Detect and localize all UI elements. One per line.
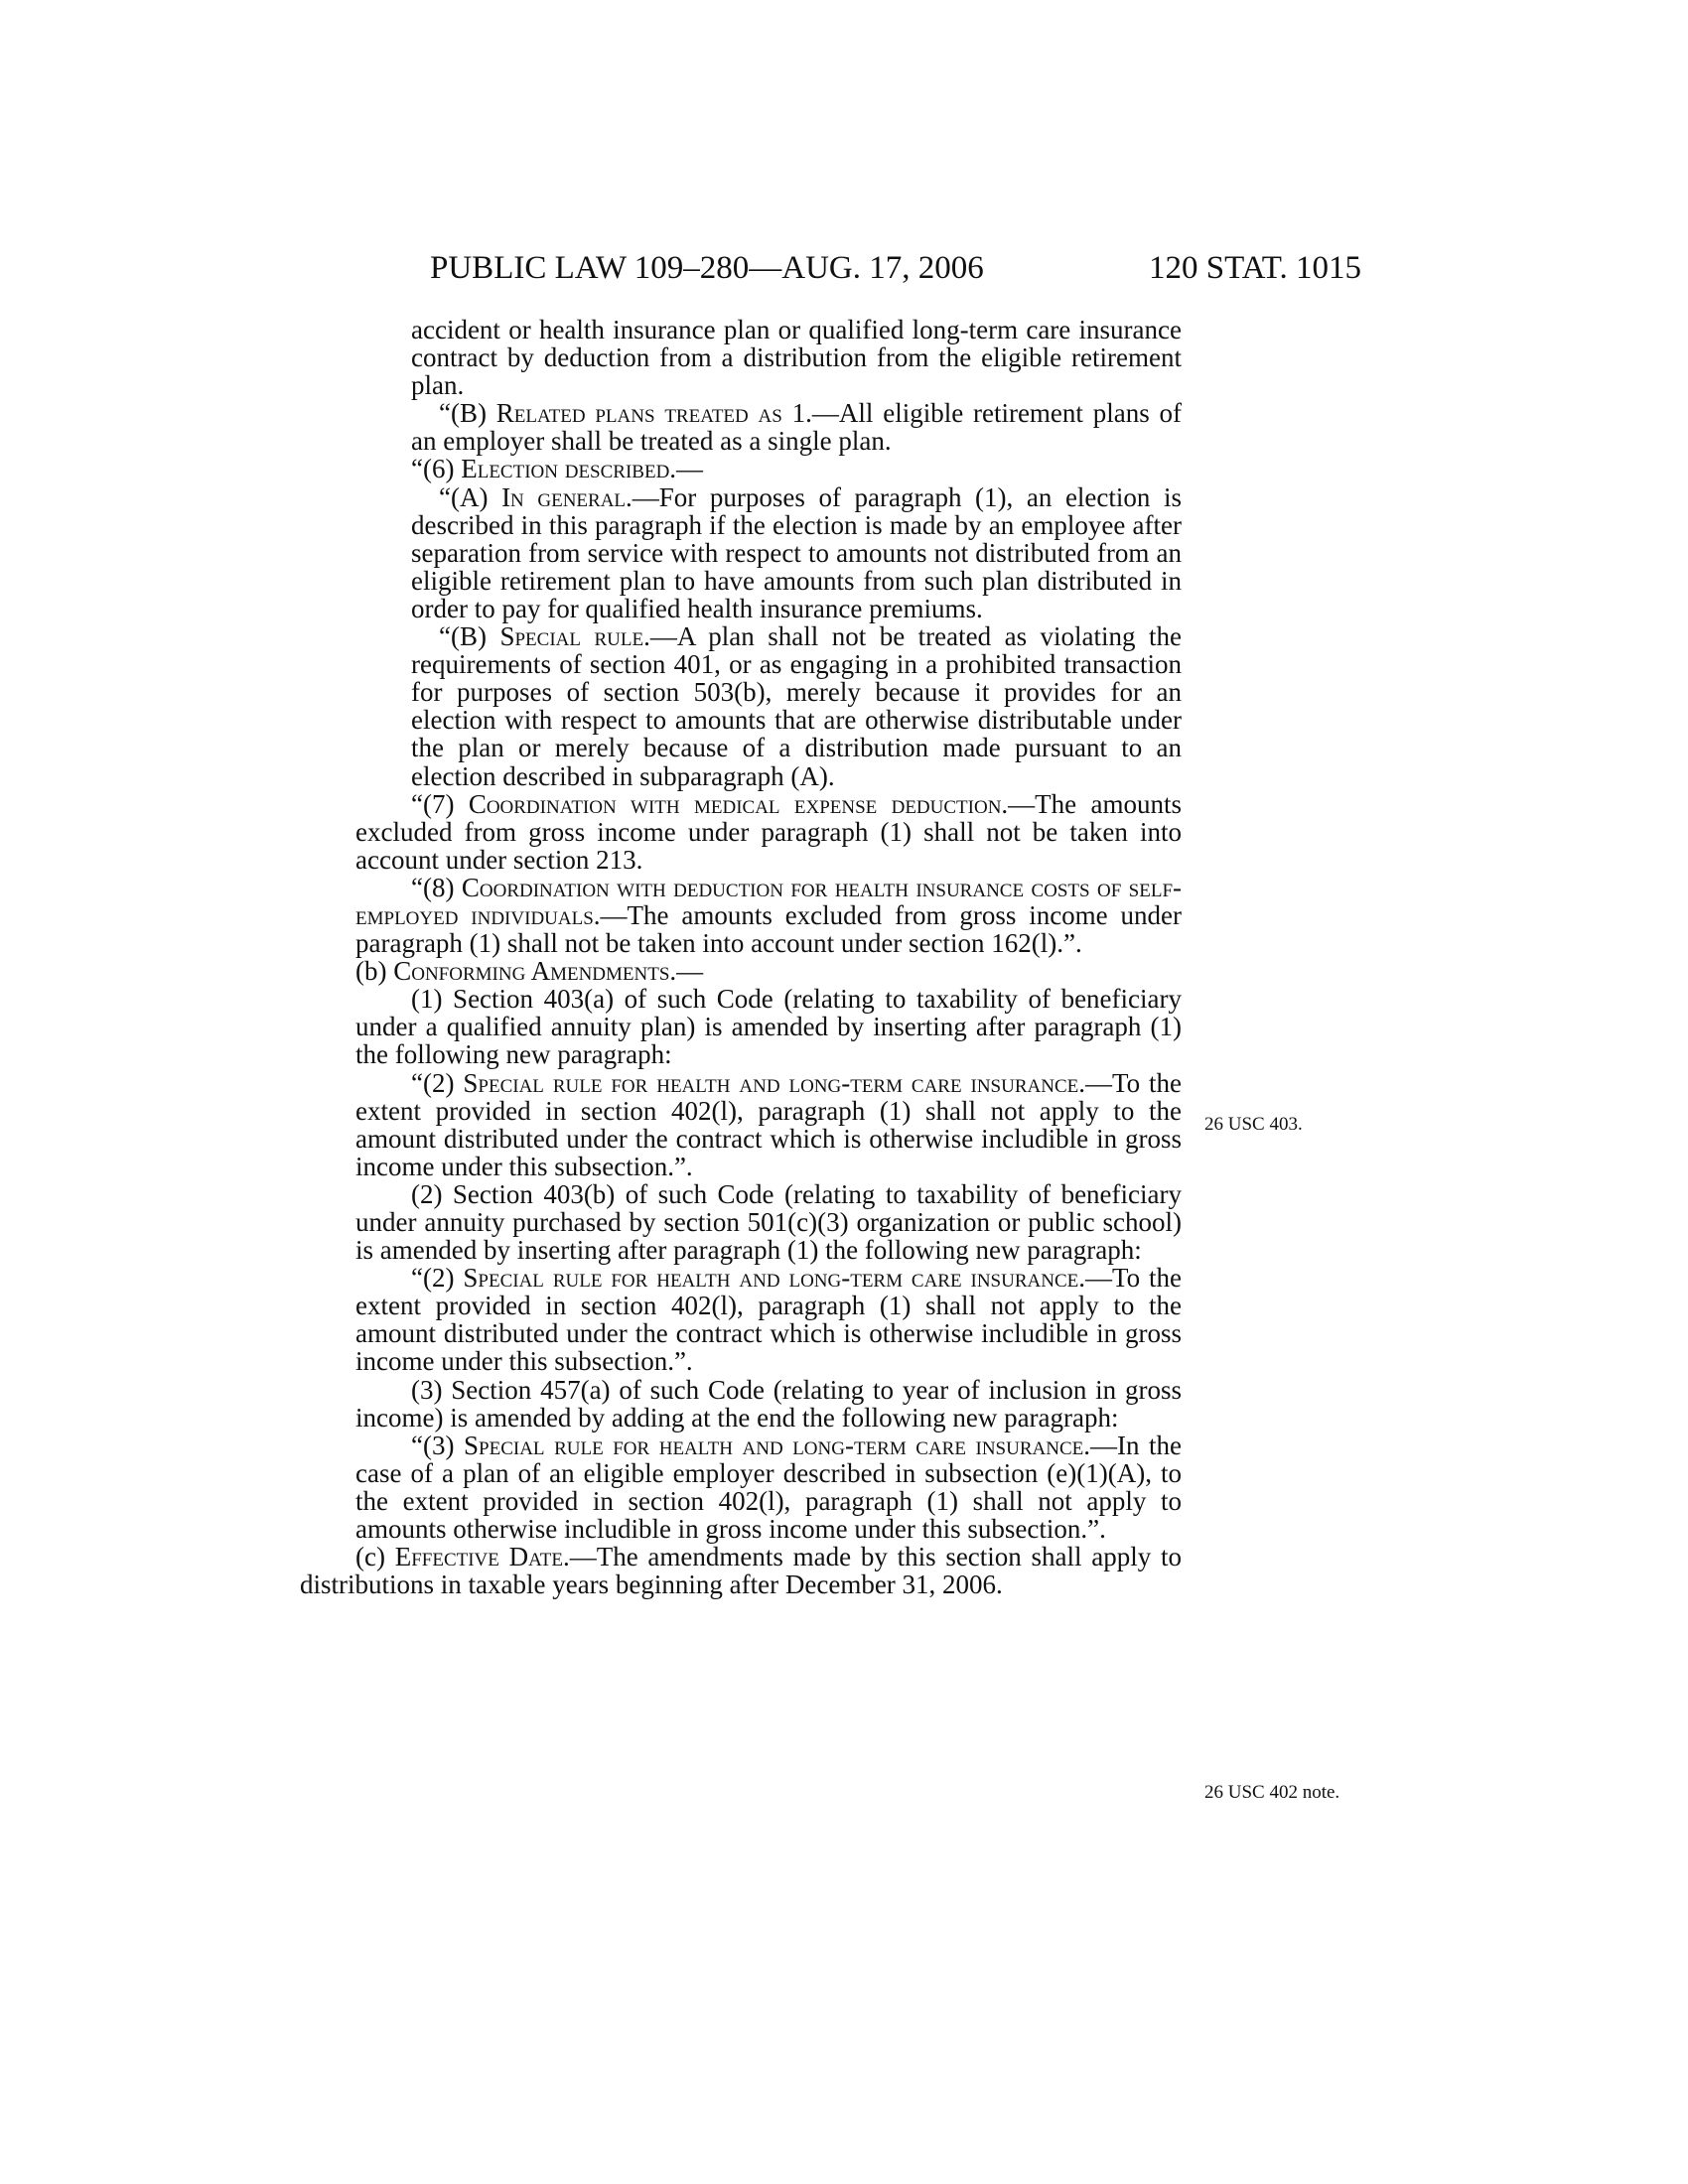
statute-body [300, 316, 1182, 1598]
subparagraph-special-rule: “(B) Special rule.—A plan shall not be treated as violating the requirements of section 401, or as engaging in a prohibited transaction for purposes of section 503(b), merely because it provides for an election with respect to amounts that are otherwise distributable under the plan or merely because of a distribution made pursuant to an election described in subparagraph (A). [411, 621, 1182, 791]
quoted-special-rule-403b: “(2) Special rule for health and long-term care insurance.—To the extent provided in section 402(l), paragraph (1) shall not apply to the amount distributed under the contract which is otherwise includible in gross income under this subsection.”. [355, 1263, 1182, 1377]
quoted-special-rule-403a: “(2) Special rule for health and long-term care insurance.—To the extent provided in section 402(l), paragraph (1) shall not apply to the amount distributed under the contract which is otherwise includible in gross income under this subsection.”. [355, 1067, 1182, 1181]
subsection-conforming-amendments: (b) Conforming Amendments.— [355, 956, 704, 987]
running-header-right: 120 STAT. 1015 [1149, 250, 1362, 286]
quoted-special-rule-457a: “(3) Special rule for health and long-term care insurance.—In the case of a plan of an eligible employer described in subsection (e)(1)(A), to the extent provided in section 402(l), paragraph (1) shall not apply to amounts otherwise includible in gross income under this subsection.”. [355, 1430, 1183, 1545]
running-header-left: PUBLIC LAW 109–280—AUG. 17, 2006 [430, 250, 984, 286]
paragraph-coordination-self-employed: “(8) Coordination with deduction for health insurance costs of self-employed individuals.—The amounts excluded from gross income under paragraph (1) shall not be taken into account under section 162(l).”. [355, 872, 1183, 959]
margin-note-26-usc-403: 26 USC 403. [1204, 1114, 1303, 1135]
amendment-paragraph-3: (3) Section 457(a) of such Code (relating to year of inclusion in gross income) is amended by adding at the end the following new paragraph: [355, 1374, 1182, 1433]
subparagraph-in-general: “(A) In general.—For purposes of paragraph (1), an election is described in this paragraph if the election is made by an employee after separation from service with respect to amounts not distributed from an eligible retirement plan to have amounts from such plan distributed in order to pay for qualified health insurance premiums. [411, 481, 1183, 623]
subsection-effective-date: (c) Effective Date.—The amendments made by this section shall apply to distributions in taxable years beginning after December 31, 2006. [300, 1542, 1182, 1600]
amendment-paragraph-1: (1) Section 403(a) of such Code (relating to taxability of beneficiary under a qualified annuity plan) is amended by inserting after paragraph (1) the following new paragraph: [355, 984, 1182, 1070]
subparagraph-related-plans: “(B) Related plans treated as 1.—All eligible retirement plans of an employer shall be treated as a single plan. [411, 398, 1182, 457]
paragraph-election-described: “(6) Election described.— [411, 454, 704, 484]
margin-note-26-usc-402-note: 26 USC 402 note. [1204, 1782, 1340, 1803]
paragraph-coordination-medical: “(7) Coordination with medical expense deduction.—The amounts excluded from gross income under paragraph (1) shall not be taken into account under section 213. [355, 788, 1182, 875]
paragraph-continuation: accident or health insurance plan or qualified long-term care insurance contract by deduction from a distribution from the eligible retirement plan. [411, 315, 1182, 401]
amendment-paragraph-2: (2) Section 403(b) of such Code (relating to taxability of beneficiary under annuity purchased by section 501(c)(3) organization or public school) is amended by inserting after paragraph (1) the following new paragraph: [355, 1178, 1182, 1266]
